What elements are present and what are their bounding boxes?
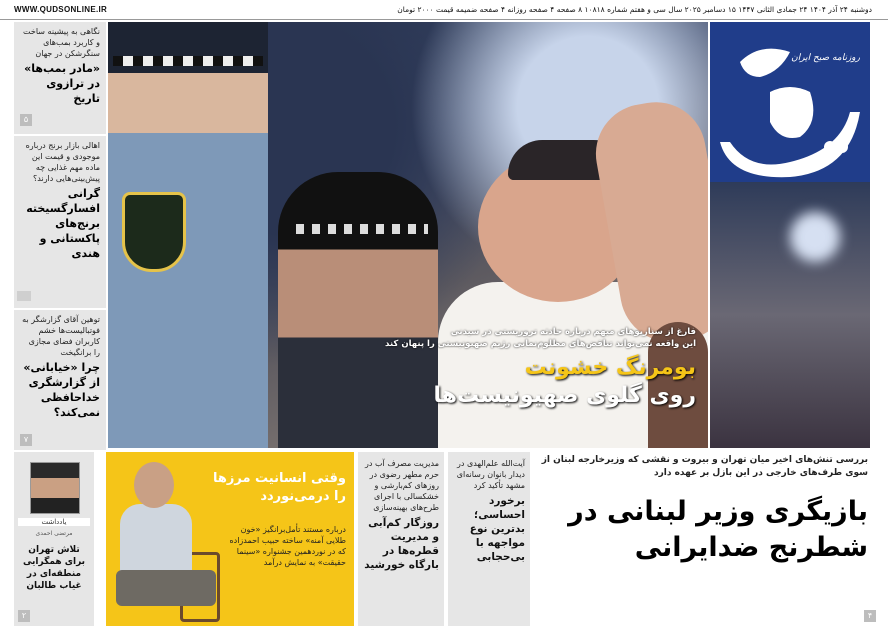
bottom-section — [14, 452, 872, 626]
lead-story-bottom[interactable] — [534, 452, 872, 626]
page-number-badge: ۵ — [20, 114, 32, 126]
masthead-slogan: روزنامه صبح ایران — [791, 53, 860, 63]
light-glare — [790, 212, 840, 262]
feature-text: درباره مستند تأمل‌برانگیز «خون طلایی آمنه» ساخته حبیب احمدزاده که در نوردهمین جشنواره «سینما حقیقت» به نمایش درآمد — [229, 525, 346, 567]
photo-subtitle-1: فارغ از سناریوهای مبهم درباره حادثه تروریستی در سیدنی — [450, 327, 696, 337]
sidebar-story-3-title: چرا «خیابانی» از گزارشگری خداحافظی نمی‌کند؟ — [23, 361, 100, 419]
sidebar-story-2-title: گرانی افسارگسیخته برنج‌های پاکستانی و هندی — [26, 187, 100, 260]
police-officer-figure — [108, 22, 268, 448]
seated-man-figure — [106, 452, 221, 626]
page-number-badge: ۲ — [18, 610, 30, 622]
sidebar-story-1-sub: نگاهی به پیشینه ساخت و کاربرد بمب‌های سنگرشکن در جهان — [23, 27, 100, 58]
man-legs — [116, 570, 216, 606]
masthead-logo[interactable] — [710, 22, 870, 182]
man-body — [120, 504, 192, 574]
sidebar-story-1[interactable] — [14, 22, 106, 130]
opinion-title: تلاش تهران برای همگرایی منطقه‌ای در غیاب طالبان — [22, 545, 86, 591]
sidebar-story-1-title: «مادر بمب‌ها» در ترازوی تاریخ — [24, 62, 100, 105]
opinion-column[interactable] — [14, 452, 94, 626]
photo-headline-line-2: روی گلوی صهیونیست‌ها — [433, 383, 696, 408]
man-head-2 — [134, 462, 174, 508]
story-column-1-sub: مدیریت مصرف آب در حرم مطهر رضوی در روزهای کم‌بارشی و خشکسالی با اجرای طرح‌های بهینه‌سازی — [365, 459, 439, 512]
lead-story-headline: بازیگری وزیر لبنانی در شطرنج ضدایرانی — [568, 496, 868, 563]
feature-box[interactable] — [106, 452, 354, 626]
story-column-2[interactable] — [448, 452, 530, 626]
checkered-cap-band — [113, 56, 263, 66]
left-sidebar — [14, 22, 106, 450]
column-label: یادداشت — [18, 518, 90, 526]
photo-headline-block[interactable] — [385, 326, 696, 410]
lead-story-subtitle: بررسی تنش‌های اخیر میان تهران و بیروت و نقشی که وزیرخارجه لبنان از سوی طرف‌های خارجی در این بازل بر عهده دارد — [541, 455, 868, 478]
main-photo[interactable] — [108, 22, 708, 448]
sidebar-story-3-sub: توهین آقای گزارشگر به فوتبالیست‌ها خشم کاربران فضای مجازی را برانگیخت — [22, 315, 100, 357]
author-name: مرتضی احمدی — [35, 530, 73, 537]
photo-subtitle-2: این واقعه نمی‌تواند تناقض‌های مظلوم‌نمایی رژیم صهیونیستی را پنهان کند — [385, 339, 696, 349]
photo-headline-line-1: بومرنگ خشونت — [524, 355, 696, 380]
quds-logo-icon — [710, 22, 870, 182]
page-number-badge: ۷ — [20, 434, 32, 446]
sidebar-story-2[interactable] — [14, 134, 106, 304]
site-url[interactable]: WWW.QUDSONLINE.IR — [14, 5, 108, 14]
feature-headline: وقتی انسانیت مرزها را درمی‌نوردد — [212, 471, 346, 504]
sidebar-story-2-sub: اهالی بازار برنج درباره موجودی و قیمت این ماده مهم غذایی چه پیش‌بینی‌هایی دارند؟ — [25, 141, 100, 183]
story-column-1[interactable] — [358, 452, 444, 626]
page-number-badge: ۴ — [864, 610, 876, 622]
checkered-cap-band-2 — [288, 224, 428, 234]
story-column-2-title: برخورد احساسی؛ بدترین نوع مواجهه با بی‌حجابی — [469, 495, 525, 563]
sidebar-story-3[interactable] — [14, 308, 106, 450]
story-column-2-sub: آیت‌الله علم‌الهدی در دیدار بانوان رسانه‌ای مشهد تأکید کرد — [456, 459, 525, 490]
photo-right-extension — [710, 182, 870, 448]
corner-marker-icon — [17, 291, 31, 301]
top-bar — [0, 0, 888, 20]
police-badge-icon — [122, 192, 186, 272]
author-portrait — [30, 462, 80, 514]
date-line: دوشنبه ۲۴ آذر ۱۴۰۴ ۲۴ جمادی الثانی ۱۴۴۷ ۱۵ دسامبر ۲۰۲۵ سال سی و هفتم شماره ۱۰۸۱۸ ۸ صفحه ۴ صفحه روزانه ۴ صفحه ضمیمه قیمت ۲۰۰۰ تومان — [397, 5, 872, 14]
story-column-1-title: روزگار کم‌آبی و مدیریت قطره‌ها در بارگاه خورشید — [364, 517, 439, 571]
